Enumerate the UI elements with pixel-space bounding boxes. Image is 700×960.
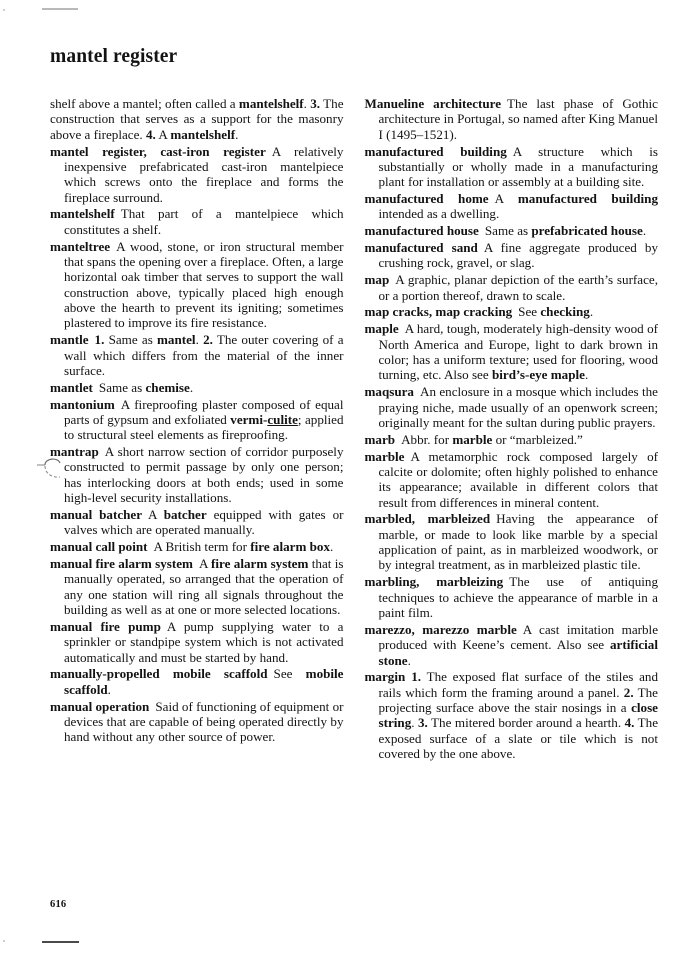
dictionary-entry bbox=[50, 666, 344, 697]
entry-headword: mantelshelf bbox=[50, 206, 115, 222]
cross-reference: mantelshelf bbox=[170, 126, 236, 142]
definition-text: or “marbleized.” bbox=[492, 431, 583, 447]
entry-headword: marb bbox=[364, 431, 396, 447]
definition-text: ; applied to structural steel elements as fireproofing. bbox=[64, 411, 344, 443]
entry-headword: manufactured sand bbox=[364, 240, 478, 256]
definition-text: The outer covering of a wall which differs from the material of the inner surface. bbox=[64, 332, 344, 378]
definition-text: A graphic, planar depiction of the earth’s surface, or a portion thereof, drawn to scale. bbox=[378, 272, 658, 303]
definition-text: A metamorphic rock composed largely of calcite or dolomite; often highly polished to enhance its appearance; available in different colors that result from differences in mineral content. bbox=[378, 448, 658, 510]
cross-reference: fire alarm box bbox=[250, 539, 331, 555]
sense-number: 1. bbox=[411, 669, 422, 685]
entry-headword: map cracks, map cracking bbox=[364, 304, 513, 320]
entry-headword: mantel register, cast-iron register bbox=[50, 143, 266, 159]
page-number: 616 bbox=[50, 899, 67, 910]
dictionary-entry bbox=[365, 574, 659, 620]
cross-reference-underlined: culite bbox=[267, 411, 298, 427]
entry-continuation bbox=[50, 96, 344, 142]
dictionary-entry bbox=[50, 332, 344, 378]
entry-headword: marble bbox=[364, 448, 405, 464]
dictionary-entry bbox=[365, 96, 659, 142]
dictionary-entry bbox=[50, 619, 344, 665]
definition-text: A bbox=[198, 555, 212, 571]
cross-reference: bird’s-eye maple bbox=[491, 367, 585, 383]
scan-artifact-dot-bottom bbox=[3, 940, 5, 942]
definition-text: intended as a dwelling. bbox=[378, 206, 500, 222]
definition-text: A bbox=[155, 126, 171, 142]
dictionary-entry bbox=[365, 144, 659, 190]
cross-reference: prefabricated house bbox=[531, 223, 643, 239]
definition-text: Said of functioning of equipment or devices that are capable of being operated directly by hand without any other source of power. bbox=[64, 698, 344, 745]
definition-text: The projecting surface above the stair nosings in a bbox=[378, 684, 658, 716]
dictionary-entry bbox=[50, 397, 344, 443]
definition-text: See bbox=[518, 304, 541, 320]
sense-number: 2. bbox=[203, 332, 213, 348]
entry-headword: mantonium bbox=[50, 396, 115, 412]
column-left bbox=[50, 96, 344, 886]
definition-text: A fireproofing plaster composed of equal parts of gypsum and exfoliated bbox=[64, 396, 344, 427]
definition-text: . bbox=[189, 379, 194, 395]
sense-number: 3. bbox=[417, 715, 428, 731]
dictionary-entry bbox=[50, 539, 344, 554]
cross-reference: batcher bbox=[163, 506, 207, 522]
definition-text: shelf above a mantel; often called a bbox=[50, 96, 239, 111]
entry-headword: Manueline architecture bbox=[364, 96, 502, 111]
column-right bbox=[365, 96, 659, 886]
entry-headword: manual fire pump bbox=[50, 618, 161, 634]
definition-text: The mitered border around a hearth. bbox=[427, 715, 625, 731]
sense-number: 4. bbox=[145, 126, 156, 142]
dictionary-entry bbox=[50, 206, 344, 237]
definition-text: . bbox=[407, 652, 411, 668]
dictionary-entry bbox=[365, 511, 659, 572]
definition-text: . bbox=[411, 715, 418, 731]
sense-number: 2. bbox=[623, 684, 634, 700]
dictionary-entry bbox=[365, 432, 659, 447]
definition-text: A structure which is substantially or wholly made in a manufacturing plant for installation or assembly at a building site. bbox=[378, 143, 658, 190]
definition-text: A British term for bbox=[153, 539, 251, 555]
entry-headword: manufactured home bbox=[364, 191, 489, 207]
definition-text: A bbox=[148, 506, 164, 522]
entry-headword: map bbox=[364, 272, 390, 288]
cross-reference: mantelshelf bbox=[238, 96, 304, 111]
dictionary-entry bbox=[365, 240, 659, 271]
dictionary-entry bbox=[50, 444, 344, 505]
entry-headword: mantle bbox=[50, 332, 89, 348]
definition-text: The use of antiquing techniques to achieve the appearance of marble in a paint film. bbox=[378, 574, 658, 620]
definition-text: . bbox=[584, 367, 589, 383]
sense-number: 1. bbox=[94, 332, 105, 348]
definition-text: Having the appearance of marble, or made to look like marble by a special application of paint, as in marbleized woodwork, or by integral treatment, as in marbleized plastic tile. bbox=[378, 511, 659, 573]
cross-reference: marble bbox=[452, 431, 493, 447]
cross-reference: manufactured building bbox=[517, 191, 658, 207]
definition-text: A short narrow section of corridor purposely constructed to permit passage by only one person; has interlocking doors at both ends; used in some high-level security installations. bbox=[64, 444, 344, 506]
definition-text: Abbr. for bbox=[401, 431, 453, 447]
definition-text: An enclosure in a mosque which includes the praying niche, made usually of an openwork screen; originally meant for the sultan during public prayers. bbox=[378, 384, 658, 430]
definition-text: A bbox=[494, 191, 518, 207]
dictionary-entry bbox=[50, 556, 344, 617]
dictionary-entry bbox=[50, 699, 344, 745]
definition-text: The exposed surface of a slate or tile which is not covered by the one above. bbox=[378, 715, 658, 762]
cross-reference: artificial stone bbox=[378, 637, 658, 668]
dictionary-entry bbox=[365, 449, 659, 510]
dictionary-entry bbox=[365, 622, 659, 668]
definition-text: . bbox=[330, 539, 334, 555]
cross-reference: close string bbox=[378, 700, 658, 731]
page-title: mantel register bbox=[50, 46, 178, 67]
entry-headword: manually-propelled mobile scaffold bbox=[50, 666, 268, 682]
entry-headword: maple bbox=[364, 321, 399, 337]
dictionary-entry bbox=[50, 144, 344, 205]
entry-headword: marbling, marbleizing bbox=[364, 574, 504, 590]
cross-reference: vermi- bbox=[230, 411, 268, 427]
entry-headword: manteltree bbox=[50, 238, 111, 254]
entry-headword: manual fire alarm system bbox=[50, 555, 193, 571]
dictionary-entry bbox=[365, 272, 659, 303]
dictionary-entry bbox=[365, 223, 659, 238]
dictionary-entry bbox=[50, 380, 344, 395]
dictionary-entry bbox=[50, 507, 344, 538]
entry-headword: marezzo, marezzo marble bbox=[364, 621, 517, 637]
cross-reference: mobile scaffold bbox=[64, 666, 344, 697]
definition-text: That part of a mantelpiece which constitutes a shelf. bbox=[64, 206, 344, 237]
entry-headword: manufactured house bbox=[364, 223, 479, 239]
entry-headword: manual operation bbox=[50, 698, 150, 714]
definition-text: A hard, tough, moderately high-density wood of North America and Europe, light to dark brown in color; has a uniform texture; used for flooring, wood turning, etc. Also see bbox=[378, 321, 658, 383]
definition-text: The last phase of Gothic architecture in Portugal, so named after King Manuel I (1495–1521). bbox=[378, 96, 658, 142]
definition-text: . bbox=[589, 304, 594, 320]
cross-reference: mantel bbox=[157, 332, 196, 348]
sense-number: 3. bbox=[310, 96, 321, 111]
dictionary-entry bbox=[365, 384, 659, 430]
definition-text: The exposed flat surface of the stiles and rails which form the framing around a panel. bbox=[378, 669, 658, 700]
dictionary-entry bbox=[365, 191, 659, 222]
definition-text: The construction that serves as a support for the masonry above a fireplace. bbox=[50, 96, 344, 142]
scan-artifact-dot-top bbox=[3, 9, 5, 11]
cross-reference: fire alarm system bbox=[211, 555, 309, 571]
entry-headword: manual batcher bbox=[50, 506, 143, 522]
dictionary-entry bbox=[365, 321, 659, 382]
two-column-body bbox=[50, 96, 658, 886]
definition-text: . bbox=[642, 223, 647, 239]
definition-text: A cast imitation marble produced with Keene’s cement. Also see bbox=[378, 621, 659, 653]
entry-headword: manual call point bbox=[50, 539, 148, 555]
definition-text: that is manually operated, so arranged that the operation of any one station will ring all signals throughout the building as well as at one or more selected locations. bbox=[64, 555, 344, 617]
cross-reference: chemise bbox=[145, 379, 190, 395]
cross-reference: checking bbox=[540, 304, 590, 320]
entry-headword: maqsura bbox=[364, 384, 414, 400]
definition-text: . bbox=[107, 681, 111, 697]
dictionary-entry bbox=[365, 304, 659, 319]
scan-artifact-rule-top bbox=[42, 8, 78, 10]
definition-text: A relatively inexpensive prefabricated cast-iron mantelpiece which screws onto the fireplace and forms the fireplace surround. bbox=[64, 143, 344, 205]
entry-headword: marbled, marbleized bbox=[364, 511, 491, 527]
dictionary-entry bbox=[365, 669, 659, 761]
sense-number: 4. bbox=[624, 715, 635, 731]
entry-headword: mantrap bbox=[50, 444, 99, 460]
definition-text: See bbox=[273, 666, 306, 682]
definition-text: A fine aggregate produced by crushing rock, gravel, or slag. bbox=[378, 240, 659, 271]
definition-text: . bbox=[303, 96, 311, 111]
definition-text: Same as bbox=[98, 379, 146, 395]
scan-artifact-rule-bottom bbox=[42, 941, 79, 943]
dictionary-entry bbox=[50, 239, 344, 331]
definition-text: Same as bbox=[484, 223, 532, 239]
definition-text: equipped with gates or valves which are operated manually. bbox=[64, 506, 344, 538]
entry-headword: manufactured building bbox=[364, 143, 507, 159]
entry-headword: mantlet bbox=[50, 379, 93, 395]
definition-text: A wood, stone, or iron structural member that spans the opening over a fireplace. Often, a large horizontal oak timber that serves to support the wall construction above, typically placed high enough above the hearth to prevent its igniting; sometimes plastered to improve its fire resistance. bbox=[64, 238, 344, 331]
definition-text: . bbox=[235, 126, 239, 142]
definition-text: A pump supplying water to a sprinkler or standpipe system which is not activated automatically and must be started by hand. bbox=[64, 618, 344, 665]
definition-text: Same as bbox=[104, 332, 158, 348]
entry-headword: margin bbox=[364, 669, 406, 685]
definition-text: . bbox=[195, 332, 204, 348]
